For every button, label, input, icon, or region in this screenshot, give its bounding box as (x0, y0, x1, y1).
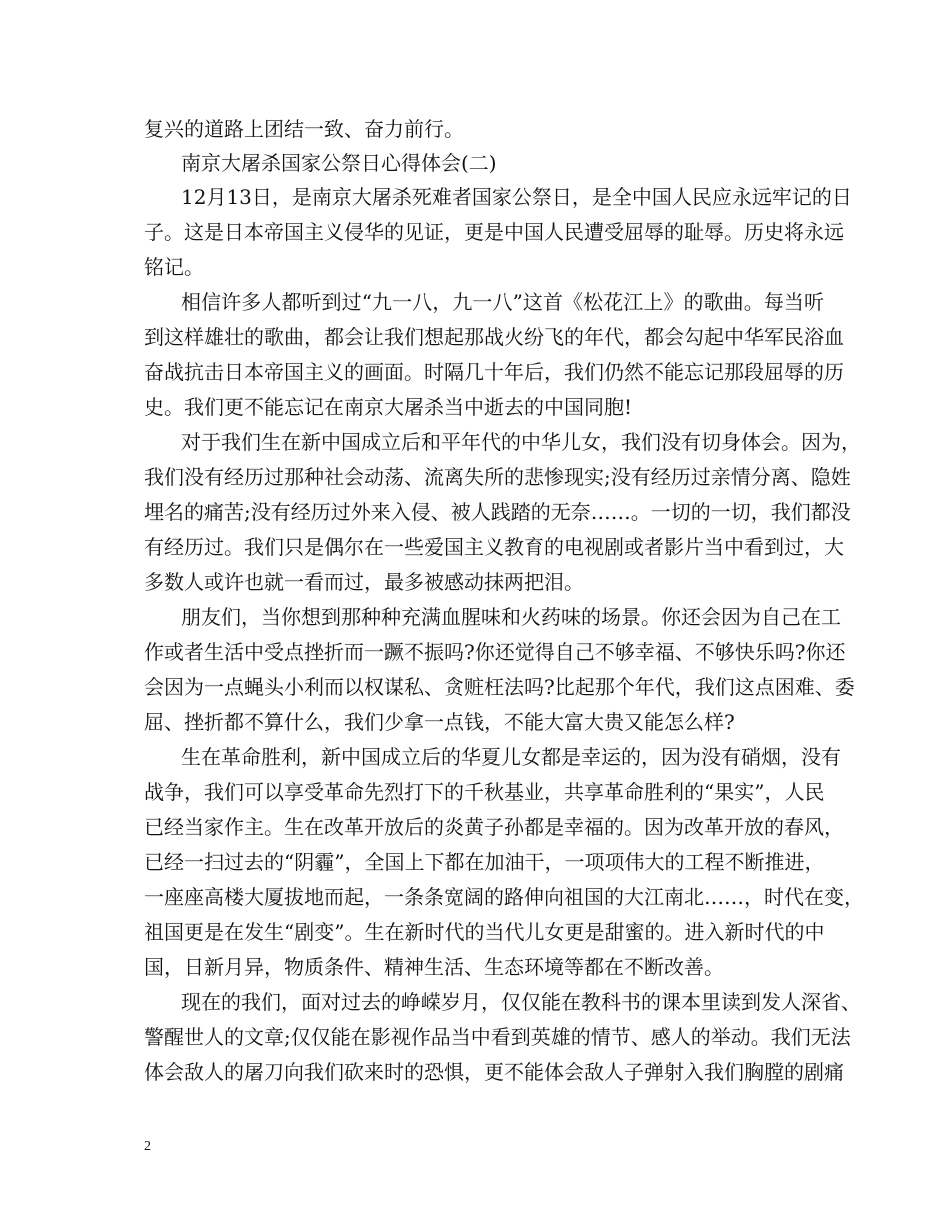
text-line: 祖国更是在发生“剧变”。生在新时代的当代儿女更是甜蜜的。进入新时代的中 (144, 920, 825, 944)
text-line: 生在革命胜利，新中国成立后的华夏儿女都是幸运的，因为没有硝烟，没有 (181, 745, 841, 769)
text-line: 奋战抗击日本帝国主义的画面。时隔几十年后，我们仍然不能忘记那段屈辱的历 (144, 360, 844, 384)
text-line: 到这样雄壮的歌曲，都会让我们想起那战火纷飞的年代，都会勾起中华军民浴血 (144, 325, 844, 349)
section-heading: 南京大屠杀国家公祭日心得体会(二) (181, 151, 497, 175)
text-line: 相信许多人都听到过“九一八，九一八”这首《松花江上》的歌曲。每当听 (181, 290, 824, 314)
text-line: 我们没有经历过那种社会动荡、流离失所的悲惨现实;没有经历过亲情分离、隐姓 (144, 465, 851, 489)
text-line: 屈、挫折都不算什么，我们少拿一点钱，不能大富大贵又能怎么样? (144, 710, 735, 734)
text-line: 国，日新月异，物质条件、精神生活、生态环境等都在不断改善。 (144, 955, 724, 979)
text-line: 子。这是日本帝国主义侵华的见证，更是中国人民遭受屈辱的耻辱。历史将永远 (144, 220, 844, 244)
text-line: 现在的我们，面对过去的峥嵘岁月，仅仅能在教科书的课本里读到发人深省、 (181, 990, 861, 1014)
text-line: 埋名的痛苦;没有经历过外来入侵、被人践踏的无奈……。一切的一切，我们都没 (144, 500, 851, 524)
text-line: 有经历过。我们只是偶尔在一些爱国主义教育的电视剧或者影片当中看到过，大 (144, 535, 844, 559)
page-number: 2 (144, 1139, 151, 1154)
text-line: 一座座高楼大厦拔地而起，一条条宽阔的路伸向祖国的大江南北……，时代在变， (144, 885, 864, 909)
text-line: 史。我们更不能忘记在南京大屠杀当中逝去的中国同胞! (144, 395, 633, 419)
text-line: 体会敌人的屠刀向我们砍来时的恐惧，更不能体会敌人子弹射入我们胸膛的剧痛 (144, 1060, 844, 1084)
text-line: 朋友们，当你想到那种种充满血腥味和火药味的场景。你还会因为自己在工 (181, 605, 841, 629)
text-line: 复兴的道路上团结一致、奋力前行。 (144, 117, 464, 141)
text-line: 已经当家作主。生在改革开放后的炎黄子孙都是幸福的。因为改革开放的春风， (144, 815, 844, 839)
text-line: 会因为一点蝇头小利而以权谋私、贪赃枉法吗?比起那个年代，我们这点困难、委 (144, 675, 855, 699)
text-line: 警醒世人的文章;仅仅能在影视作品当中看到英雄的情节、感人的举动。我们无法 (144, 1025, 851, 1049)
text-line: 已经一扫过去的“阴霾”，全国上下都在加油干，一项项伟大的工程不断推进， (144, 850, 825, 874)
text-line: 对于我们生在新中国成立后和平年代的中华儿女，我们没有切身体会。因为， (181, 430, 861, 454)
text-line: 多数人或许也就一看而过，最多被感动抹两把泪。 (144, 570, 584, 594)
text-line: 作或者生活中受点挫折而一蹶不振吗?你还觉得自己不够幸福、不够快乐吗?你还 (144, 640, 846, 664)
text-line: 铭记。 (144, 255, 204, 279)
text-line: 12月13日，是南京大屠杀死难者国家公祭日，是全中国人民应永远牢记的日 (181, 185, 852, 209)
text-line: 战争，我们可以享受革命先烈打下的千秋基业，共享革命胜利的“果实”，人民 (144, 780, 825, 804)
